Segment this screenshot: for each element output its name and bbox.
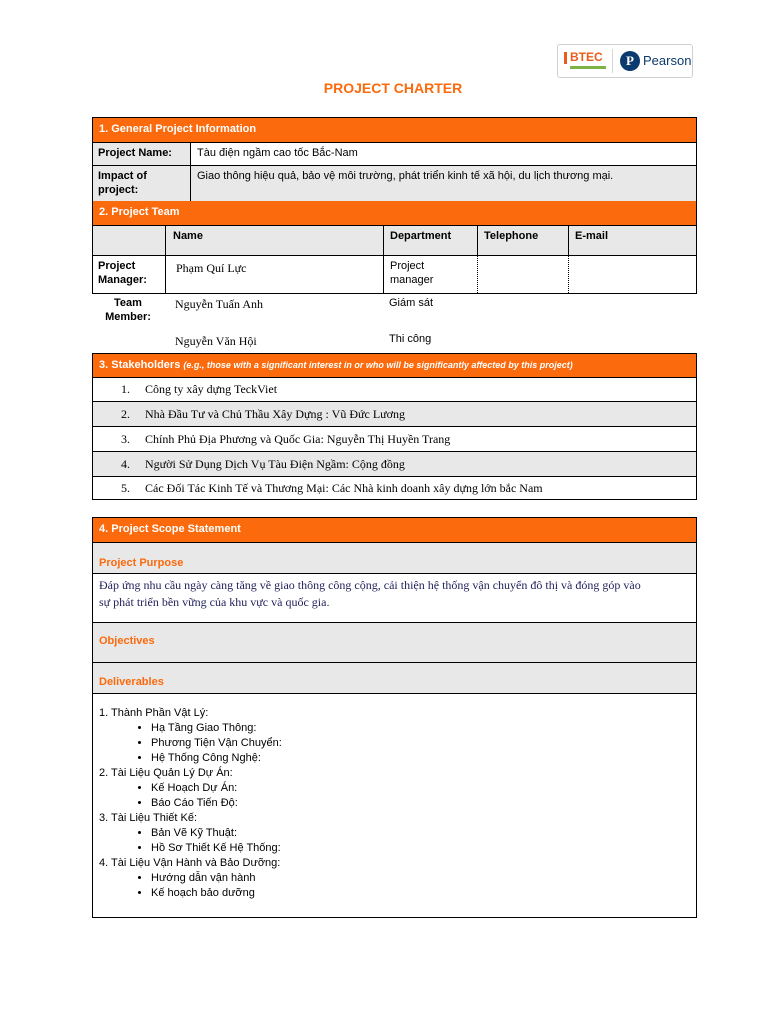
deliverable-item: • Hồ Sơ Thiết Kế Hệ Thống: <box>151 841 690 856</box>
pm-department-line-2: manager <box>390 274 434 286</box>
purpose-label: Project Purpose <box>99 557 184 569</box>
stakeholder-number: 5. <box>121 481 130 495</box>
deliverable-group-title: 2. Tài Liệu Quản Lý Dự Án: <box>99 767 233 779</box>
section-1-heading <box>93 118 696 142</box>
pearson-logo-text: Pearson <box>643 53 692 68</box>
section-4-heading-text: 4. Project Scope Statement <box>99 523 241 535</box>
deliverable-item: • Hệ Thống Công Nghệ: <box>151 751 690 766</box>
col-name-text: Name <box>173 230 203 242</box>
btec-logo-text: BTEC <box>570 50 603 64</box>
deliverable-item: • Kế hoạch bảo dưỡng <box>151 886 690 901</box>
stakeholder-number: 4. <box>121 457 130 471</box>
section-3-heading-note: (e.g., those with a significant interest in or who will be significantly affected by this project) <box>183 360 573 370</box>
deliverable-item: • Báo Cáo Tiến Độ: <box>151 796 690 811</box>
impact-label-line-2: project: <box>98 184 139 196</box>
stakeholder-text: Công ty xây dựng TeckViet <box>145 382 278 396</box>
section-3-heading <box>93 354 696 377</box>
team-member-name: Nguyễn Văn Hội <box>175 334 257 348</box>
stakeholder-number: 3. <box>121 432 130 446</box>
stakeholder-text: Nhà Đầu Tư và Chủ Thầu Xây Dựng : Vũ Đức Lương <box>145 407 405 421</box>
purpose-line-1: Đáp ứng nhu cầu ngày càng tăng về giao thông công cộng, cải thiện hệ thống vận chuyển đô thị và đóng góp vào <box>99 578 641 592</box>
deliverable-item: • Kế Hoạch Dự Án: <box>151 781 690 796</box>
project-name-value <box>191 142 696 165</box>
pm-telephone <box>477 256 568 293</box>
deliverables-label: Deliverables <box>99 676 164 688</box>
stakeholder-row <box>93 377 696 401</box>
deliverable-item: • Hướng dẫn vận hành <box>151 871 690 886</box>
purpose-line-2: sự phát triển bền vững của khu vực và quốc gia. <box>99 595 330 609</box>
deliverable-group-title: 1. Thành Phần Vật Lý: <box>99 707 209 719</box>
team-member-department: Giám sát <box>389 297 434 309</box>
section-2-heading <box>92 201 697 225</box>
stakeholder-text: Chính Phủ Địa Phương và Quốc Gia: Nguyễn Thị Huyền Trang <box>145 432 451 446</box>
team-member-label-line-2: Member: <box>105 311 151 323</box>
objectives-label: Objectives <box>99 635 155 647</box>
stakeholder-row <box>93 426 696 451</box>
general-info-section <box>92 117 697 202</box>
section-1-heading-text: 1. General Project Information <box>99 123 257 135</box>
stakeholder-text: Người Sử Dụng Dịch Vụ Tàu Điện Ngầm: Cộng đồng <box>145 457 405 471</box>
pearson-logo-icon: P <box>620 51 640 71</box>
objectives-row <box>93 622 696 662</box>
stakeholder-row <box>93 451 696 476</box>
deliverable-group <box>99 766 690 811</box>
project-name-value-text: Tàu điện ngầm cao tốc Bắc-Nam <box>197 147 358 159</box>
logo-divider <box>612 49 613 73</box>
stakeholder-number: 1. <box>121 382 130 396</box>
col-email <box>568 226 696 255</box>
deliverable-item: • Bản Vẽ Kỹ Thuật: <box>151 826 690 841</box>
project-name-label <box>93 142 191 165</box>
deliverable-group <box>99 856 690 901</box>
deliverable-group <box>99 706 690 766</box>
scope-section <box>92 517 697 918</box>
page-title: PROJECT CHARTER <box>323 80 463 96</box>
deliverable-group <box>99 811 690 856</box>
team-header-row <box>92 225 697 256</box>
pm-department-line-1: Project <box>390 260 425 272</box>
team-member-label <box>92 296 164 324</box>
col-telephone <box>477 226 568 255</box>
deliverable-group-title: 3. Tài Liệu Thiết Kế: <box>99 812 198 824</box>
stakeholder-row <box>93 401 696 426</box>
impact-value-text: Giao thông hiệu quả, bảo vệ môi trường, phát triển kinh tế xã hội, du lịch thương mại. <box>197 170 614 182</box>
pm-name-text: Phạm Quí Lực <box>176 261 247 275</box>
pm-name <box>165 256 383 293</box>
section-3-heading-text <box>99 359 573 371</box>
col-department <box>383 226 477 255</box>
impact-value <box>191 165 696 201</box>
stakeholder-number: 2. <box>121 407 130 421</box>
pm-label-line-2: Manager: <box>98 274 147 286</box>
deliverables-list <box>93 693 696 917</box>
team-member-department: Thi công <box>389 333 432 345</box>
pm-email <box>568 256 696 293</box>
purpose-text <box>93 573 696 622</box>
pm-label <box>93 256 165 293</box>
col-department-text: Department <box>390 230 452 242</box>
btec-logo <box>564 49 610 73</box>
team-member-name: Nguyễn Tuấn Anh <box>175 297 264 311</box>
deliverable-group-title: 4. Tài Liệu Vận Hành và Bảo Dưỡng: <box>99 857 281 869</box>
project-manager-row <box>92 256 697 294</box>
pm-department <box>383 256 477 293</box>
deliverables-row <box>93 662 696 693</box>
section-4-heading <box>93 518 696 542</box>
btec-logo-subline <box>570 66 606 69</box>
pm-label-line-1: Project <box>98 260 136 272</box>
purpose-label-row <box>93 542 696 573</box>
col-name <box>165 226 383 255</box>
deliverable-item: • Hạ Tầng Giao Thông: <box>151 721 690 736</box>
team-member-label-line-1: Team <box>114 297 142 309</box>
col-email-text: E-mail <box>575 230 609 242</box>
impact-label <box>93 165 191 201</box>
logo-block <box>557 44 693 78</box>
impact-label-line-1: Impact of <box>98 170 147 182</box>
stakeholders-section <box>92 353 697 500</box>
deliverable-item: • Phương Tiện Vận Chuyển: <box>151 736 690 751</box>
project-name-label-text: Project Name: <box>98 147 172 159</box>
section-3-heading-title: 3. Stakeholders <box>99 359 181 371</box>
col-telephone-text: Telephone <box>484 230 539 242</box>
section-2-heading-text: 2. Project Team <box>99 206 180 218</box>
stakeholder-text: Các Đối Tác Kinh Tế và Thương Mại: Các Nhà kinh doanh xây dựng lớn bắc Nam <box>145 481 543 495</box>
stakeholder-row <box>93 476 696 499</box>
